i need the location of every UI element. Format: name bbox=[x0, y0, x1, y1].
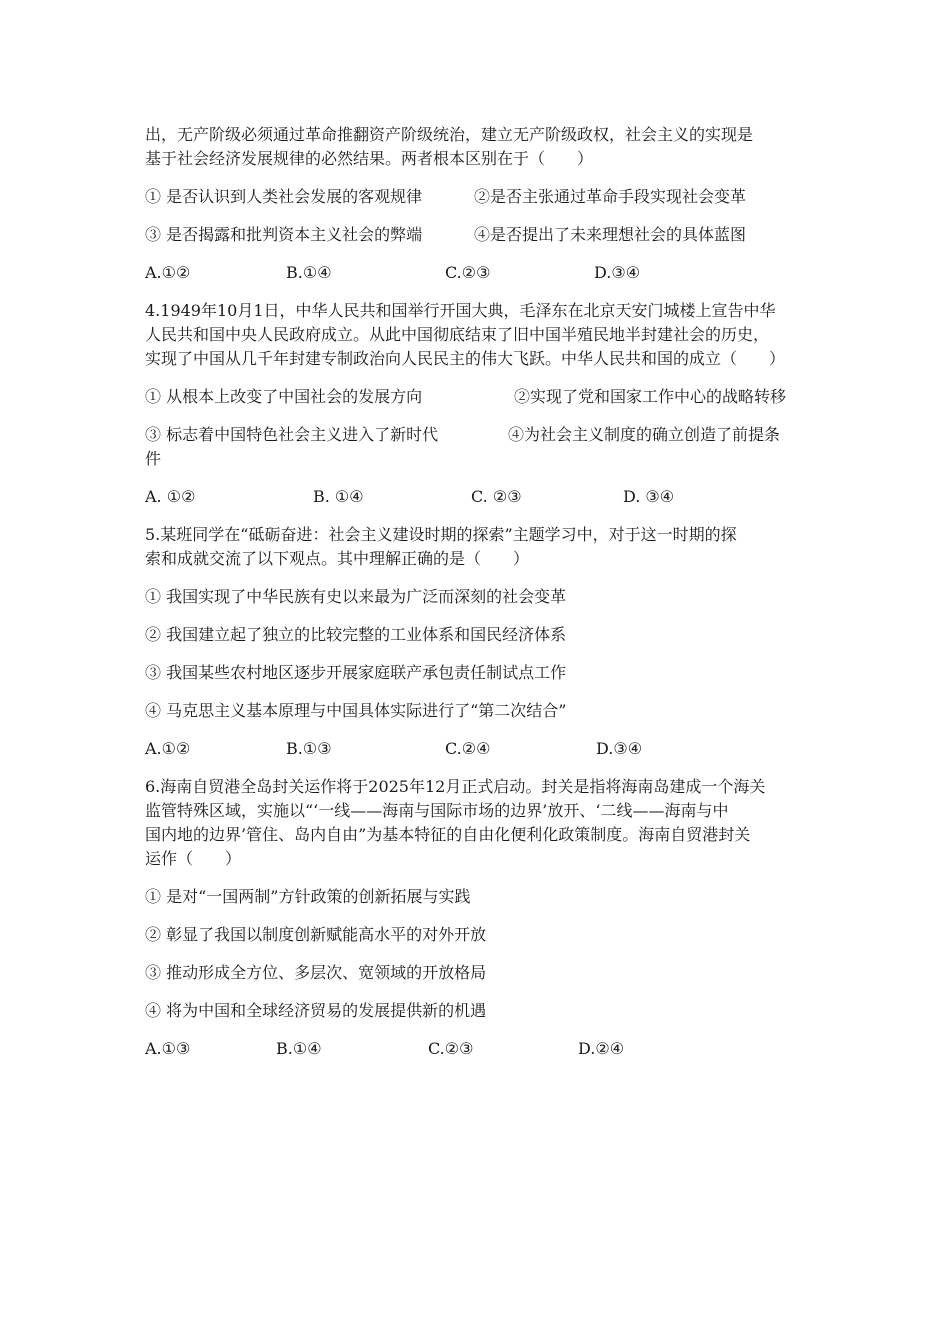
question-6-option-1: ① 是对“一国两制”方针政策的创新拓展与实践 bbox=[145, 887, 471, 906]
question-6-stem-line: 运作（ ） bbox=[145, 849, 242, 868]
question-4-option-4-wrap: 件 bbox=[145, 449, 162, 468]
choice-a: A. ①② bbox=[145, 487, 196, 506]
question-3-option-3: ③ 是否揭露和批判资本主义社会的弊端 bbox=[145, 225, 423, 244]
choice-b: B.①④ bbox=[286, 263, 332, 282]
question-6-stem-line: 国内地的边界’管住、岛内自由”为基本特征的自由化便利化政策制度。海南自贸港封关 bbox=[145, 825, 751, 844]
question-6 bbox=[145, 775, 810, 1061]
question-5-stem-line: 索和成就交流了以下观点。其中理解正确的是（ ） bbox=[145, 549, 530, 568]
question-5-option-4: ④ 马克思主义基本原理与中国具体实际进行了“第二次结合” bbox=[145, 701, 567, 720]
question-5 bbox=[145, 523, 810, 761]
question-6-stem-line: 6.海南自贸港全岛封关运作将于2025年12月正式启动。封关是指将海南岛建成一个海关 bbox=[145, 777, 766, 796]
question-4-option-2: ②实现了党和国家工作中心的战略转移 bbox=[514, 387, 787, 406]
choice-c: C.②③ bbox=[428, 1039, 474, 1058]
question-3-option-1: ① 是否认识到人类社会发展的客观规律 bbox=[145, 187, 423, 206]
question-4-option-3: ③ 标志着中国特色社会主义进入了新时代 bbox=[145, 425, 439, 444]
question-6-option-4: ④ 将为中国和全球经济贸易的发展提供新的机遇 bbox=[145, 1001, 487, 1020]
question-4-option-1: ① 从根本上改变了中国社会的发展方向 bbox=[145, 387, 423, 406]
question-6-stem-line: 监管特殊区域，实施以“‘一线——海南与国际市场的边界’放开、‘二线——海南与中 bbox=[145, 801, 729, 820]
question-4-options-row bbox=[145, 423, 810, 447]
question-3-stem-line: 基于社会经济发展规律的必然结果。两者根本区别在于（ ） bbox=[145, 149, 594, 168]
question-3-choices bbox=[145, 261, 810, 285]
question-4-options-row bbox=[145, 385, 810, 409]
question-4-option-4: ④为社会主义制度的确立创造了前提条 bbox=[508, 425, 781, 444]
question-5-option-3: ③ 我国某些农村地区逐步开展家庭联产承包责任制试点工作 bbox=[145, 663, 567, 682]
question-4-stem-line: 人民共和国中央人民政府成立。从此中国彻底结束了旧中国半殖民地半封建社会的历史， bbox=[145, 325, 770, 344]
choice-d: D.③④ bbox=[594, 263, 641, 282]
choice-c: C.②④ bbox=[445, 739, 491, 758]
choice-b: B.①④ bbox=[276, 1039, 322, 1058]
question-5-stem-line: 5.某班同学在“砥砺奋进：社会主义建设时期的探索”主题学习中，对于这一时期的探 bbox=[145, 525, 737, 544]
question-6-choices bbox=[145, 1037, 810, 1061]
question-3-option-2: ②是否主张通过革命手段实现社会变革 bbox=[474, 187, 747, 206]
question-6-option-2: ② 彰显了我国以制度创新赋能高水平的对外开放 bbox=[145, 925, 487, 944]
choice-a: A.①③ bbox=[145, 1039, 191, 1058]
question-4 bbox=[145, 299, 810, 509]
question-5-option-2: ② 我国建立起了独立的比较完整的工业体系和国民经济体系 bbox=[145, 625, 567, 644]
choice-d: D. ③④ bbox=[623, 487, 675, 506]
choice-b: B. ①④ bbox=[313, 487, 364, 506]
choice-a: A.①② bbox=[145, 263, 191, 282]
choice-b: B.①③ bbox=[286, 739, 332, 758]
question-4-stem-line: 实现了中国从几千年封建专制政治向人民民主的伟大飞跃。中华人民共和国的成立（ ） bbox=[145, 349, 786, 368]
question-3-stem-line: 出，无产阶级必须通过革命推翻资产阶级统治，建立无产阶级政权，社会主义的实现是 bbox=[145, 125, 754, 144]
question-4-choices bbox=[145, 485, 810, 509]
exam-page bbox=[145, 123, 810, 1061]
question-3 bbox=[145, 123, 810, 285]
choice-c: C. ②③ bbox=[471, 487, 522, 506]
question-5-choices bbox=[145, 737, 810, 761]
choice-a: A.①② bbox=[145, 739, 191, 758]
question-3-option-4: ④是否提出了未来理想社会的具体蓝图 bbox=[474, 225, 747, 244]
question-4-stem-line: 4.1949年10月1日，中华人民共和国举行开国大典，毛泽东在北京天安门城楼上宣告中华 bbox=[145, 301, 776, 320]
question-3-options-row bbox=[145, 223, 810, 247]
question-6-option-3: ③ 推动形成全方位、多层次、宽领域的开放格局 bbox=[145, 963, 487, 982]
choice-c: C.②③ bbox=[445, 263, 491, 282]
choice-d: D.②④ bbox=[578, 1039, 625, 1058]
question-5-option-1: ① 我国实现了中华民族有史以来最为广泛而深刻的社会变革 bbox=[145, 587, 567, 606]
choice-d: D.③④ bbox=[596, 739, 643, 758]
question-3-options-row bbox=[145, 185, 810, 209]
